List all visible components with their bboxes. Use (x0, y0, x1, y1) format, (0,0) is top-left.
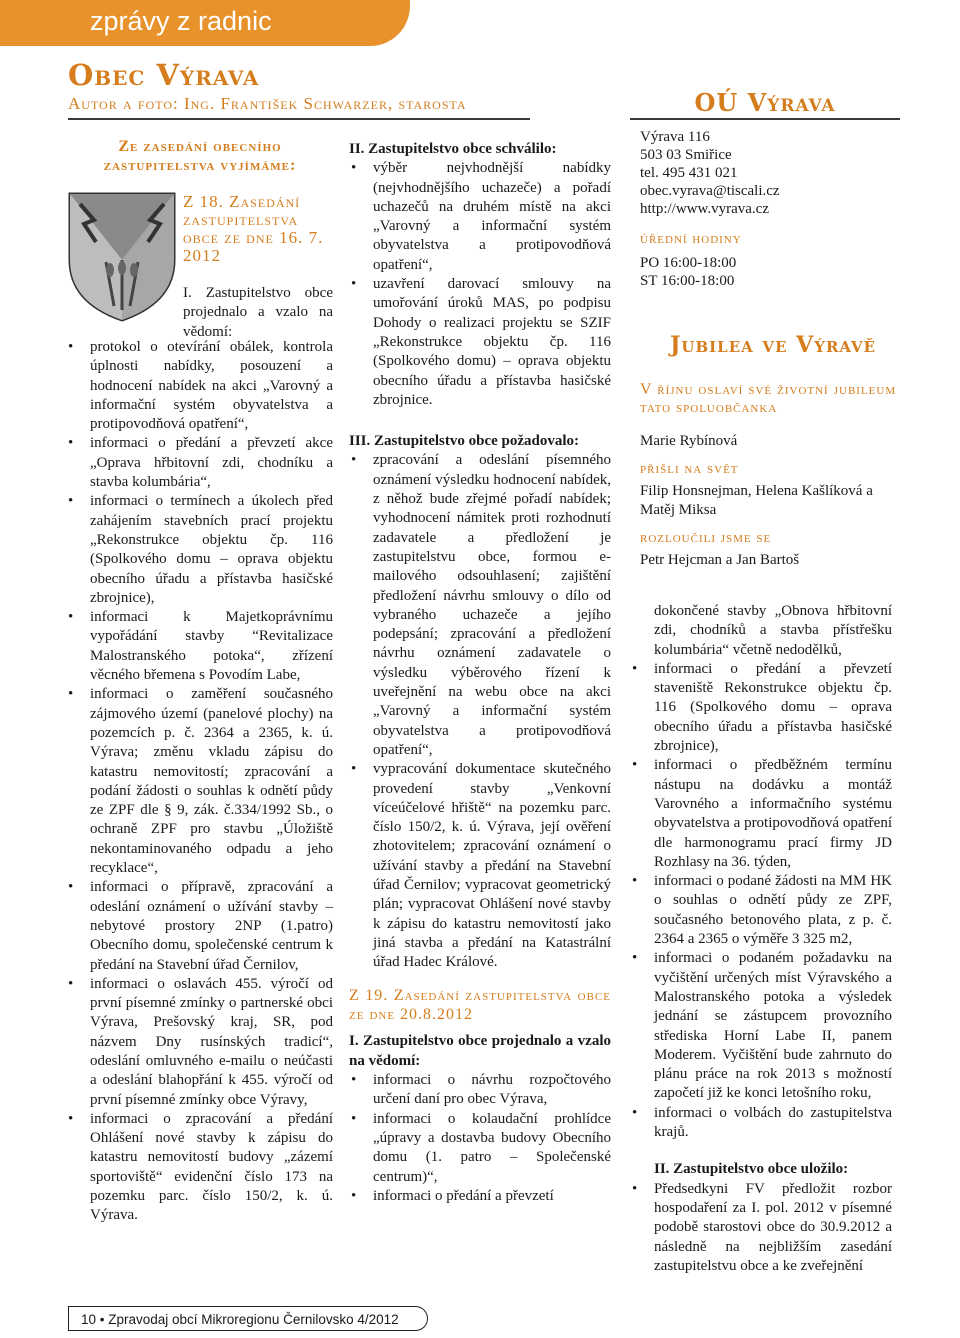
jubilee-subtitle: V říjnu oslaví své životní jubileum tato spoluobčanka (640, 381, 897, 416)
jubilee-celebrant: Marie Rybínová (640, 433, 738, 449)
article-title: Obec Výrava (68, 58, 260, 92)
office-hours-line: ST 16:00-18:00 (640, 273, 735, 289)
col3-continuation: dokončené stavby „Obnova hřbitovní zdi, chodníků a stavba přístřešku kolumbária“ včetně nedodělků, (654, 603, 892, 658)
list-item: • informaci o volbách do zastupitelstva krajů. (630, 1104, 892, 1143)
list-item: • informaci k Majetkoprávnímu vypořádání stavby “Revitalizace Malostranského potoka“, zřízení věcného břemena s Povodím Labe, (66, 608, 333, 685)
list-item: • zpracování a odeslání písemného oznámení výsledku hodnocení nabídek, z něhož bude zřejmé pořadí nabídek; vyhodnocení námitek proti rozhodnutí zadavatele a předložení je zastupitelstvu obce, formou e-mailového odsouhlasení; zajištění předložení návrhu smlouvy o dílo od vybraného uchazeče a jejího podepsání; zpracování a předložení návrhu oznámení zadavatele o výsledku výběrového řízení k uveřejnění na webu obce na akci „Varovný a informační systém obyvatelstva a protipovodňová opatření“, (349, 451, 611, 760)
list-item: • informaci o návrhu rozpočtového určení daní pro obec Výrava, (349, 1071, 611, 1110)
office-address-line: Výrava 116 (640, 129, 710, 145)
column-1 (66, 338, 333, 1226)
office-hours-line: PO 16:00-18:00 (640, 255, 737, 271)
col2-list-3 (349, 1071, 611, 1206)
office-contact (640, 128, 905, 290)
list-item: • informaci o zpracování a předání Ohlášení nové stavby k zápisu do katastru nemovitostí budovy „zázemí sportoviště“ evidenční číslo 173 na pozemku parc. číslo 150/2, k. ú. Výrava. (66, 1110, 333, 1226)
list-item: • informaci o termínech a úkolech před zahájením stavebních prací projektu „Rekonstrukce objektu čp. 116 (Spolkového domu – oprava objektu obecního úřadu a přístavba hasičské zbrojnice), (66, 492, 333, 608)
list-item: • uzavření darovací smlouvy na umořování úroků MAS, po podpisu Dohody o realizaci projektu se SZIF „Rekonstrukce objektu čp. 116 (Spolkového domu) – oprava objektu obecního úřadu a přístavba hasičské zbrojnice. (349, 275, 611, 410)
col2-list-1 (349, 159, 611, 410)
office-address-line: 503 03 Smiřice (640, 147, 732, 163)
list-item: • protokol o otevírání obálek, kontrola úplnosti nabídky, posouzení a hodnocení nabídek na akci „Varovný a informační systém obyvatelstva a protipovodňová opatření“, (66, 338, 333, 434)
column-3 (630, 602, 892, 1276)
column-2 (349, 140, 611, 1206)
list-item: • informaci o předání a převzetí (349, 1187, 611, 1206)
author-divider (68, 118, 530, 120)
session-19-intro: I. Zastupitelstvo obce projednalo a vzalo na vědomí: (349, 1033, 611, 1069)
col3-list-2 (630, 1180, 892, 1276)
office-email: obec.vyrava@tiscali.cz (640, 183, 780, 199)
list-item: • výběr nejvhodnější nabídky (nejvhodnějšího uchazeče) a pořadí uchazečů na druhém místě na akci „Varovný a informační systém obyvatelstva a protipovodňová opatření“, (349, 159, 611, 275)
jubilee-title: Jubilea ve Výravě (669, 332, 877, 358)
col1-list (66, 338, 333, 1226)
col2-list-2 (349, 451, 611, 972)
col3-list-1 (630, 660, 892, 1142)
office-website: http://www.vyrava.cz (640, 201, 769, 217)
list-item: • Předsedkyni FV předložit rozbor hospodaření za I. pol. 2012 v písemné podobě starostovi obce do 30.9.2012 a následně na nejbližším zasedání zastupitelstvu obce a ke zveřejnění (630, 1180, 892, 1276)
jubilee-body (640, 432, 905, 570)
resolution-required-heading: III. Zastupitelstvo obce požadovalo: (349, 433, 580, 450)
office-phone: tel. 495 431 021 (640, 165, 738, 181)
died-title: rozloučili jsme se (640, 530, 772, 546)
session-19-heading: Z 19. Zasedání zastupitelstva obce ze dne 20.8.2012 (349, 987, 611, 1024)
office-divider (630, 118, 900, 120)
list-item: • informaci o přípravě, zpracování a odeslání oznámení o užívání stavby – nebytové prostory 2NP (1.patro) Obecního domu, společenské centrum k předání na Stavební úřad Černilov, (66, 878, 333, 974)
died-names: Petr Hejcman a Jan Bartoš (640, 552, 800, 568)
list-item: • informaci o předběžném termínu nástupu na dodávku a montáž Varovného a informačního systému obyvatelstva a protipovodňová opatření dle harmonogramu prací firmy JD Rozhlasy na 36. týden, (630, 756, 892, 872)
list-item: • informaci o předání a převzetí staveniště Rekonstrukce objektu čp. 116 (Spolkového domu – oprava obecního úřadu a přístavba hasičské zbrojnice), (630, 660, 892, 756)
list-item: • informaci o předání a převzetí akce „Oprava hřbitovní zdi, chodníku a stavba kolumbária“, (66, 434, 333, 492)
list-item: • informaci o podané žádosti na MM HK o souhlas o odnětí půdy ze ZPF, současného betonového plata, z p. č. 2364 a 2365 o výměře 3 325 m2, (630, 872, 892, 949)
office-hours-title: úřední hodiny (640, 231, 742, 247)
section-title: zprávy z radnic (90, 6, 272, 36)
born-title: přišli na svět (640, 461, 739, 477)
office-title: OÚ Výrava (694, 88, 836, 117)
list-item: • informaci o kolaudační prohlídce „úpravy a dostavba budovy Obecního domu (1. patro – Společenské centrum)“, (349, 1110, 611, 1187)
page-footer: 10 • Zpravodaj obcí Mikroregionu Černilovsko 4/2012 (68, 1306, 428, 1331)
list-item: • informaci o zaměření současného zájmového území (panelové plochy) na pozemcích p. č. 2364 a 2365, k. ú. Výrava; změnu vkladu zápisu do katastru nemovitostí; zpracování a podání žádosti o souhlas k odnětí půdy ze ZPF dle § 9, zák. č.334/1992 Sb., o ochraně ZPF pro stavbu „Úložiště nekontaminovaného odpadu a jeho recyklace“, (66, 685, 333, 878)
article-author: Autor a foto: Ing. František Schwarzer, starosta (68, 94, 467, 113)
list-item: • informaci o podaném požadavku na vyčištění určených míst Výravského a Malostranského potoka a výsledek jednání se zástupcem provozního střediska Horní Labe II, panem Moderem. Vyčištění bude zahrnuto do plánu práce na rok 2013 s možností započetí již ke konci letošního roku, (630, 949, 892, 1103)
born-names: Filip Honsnejman, Helena Kašlíková a Matěj Miksa (640, 483, 873, 518)
list-item: • informaci o oslavách 455. výročí od první písemné zmínky o partnerské obci Výrava, Prešovský kraj, SR, pod názvem Dny rusínských tradicí“, odeslání omluvného e-mailu o neúčasti a odeslání blahopřání k 455. výročí od první písemné zmínky obce Výravy, (66, 975, 333, 1110)
list-item: • vypracování dokumentace skutečného provedení stavby „Venkovní víceúčelové hřiště“ na pozemku parc. číslo 150/2, k. ú. Výrava, její ověření zhotovitelem; zpracování oznámení o užívání stavby a předání na Stavební úřad Černilov; vypracovat geometrický plán; vypracovat Ohlášení nové stavby k zápisu do katastru nemovitostí jako jiná stavba a předání na Katastrální úřad Hadec Králové. (349, 760, 611, 972)
col1-intro: I. Zastupitelstvo obce projednalo a vzalo na vědomí: (183, 285, 333, 340)
section-header-tab (0, 0, 410, 46)
coat-of-arms-icon (66, 190, 178, 324)
article-subtitle: Ze zasedání obecního zastupitelstva vyjímáme: (103, 138, 297, 174)
session-18-heading: Z 18. Zasedání zastupitelstva obce ze dne 16. 7. 2012 (183, 192, 324, 265)
resolution-approved-heading: II. Zastupitelstvo obce schválilo: (349, 141, 557, 157)
resolution-ordered-heading: II. Zastupitelstvo obce uložilo: (654, 1161, 849, 1178)
